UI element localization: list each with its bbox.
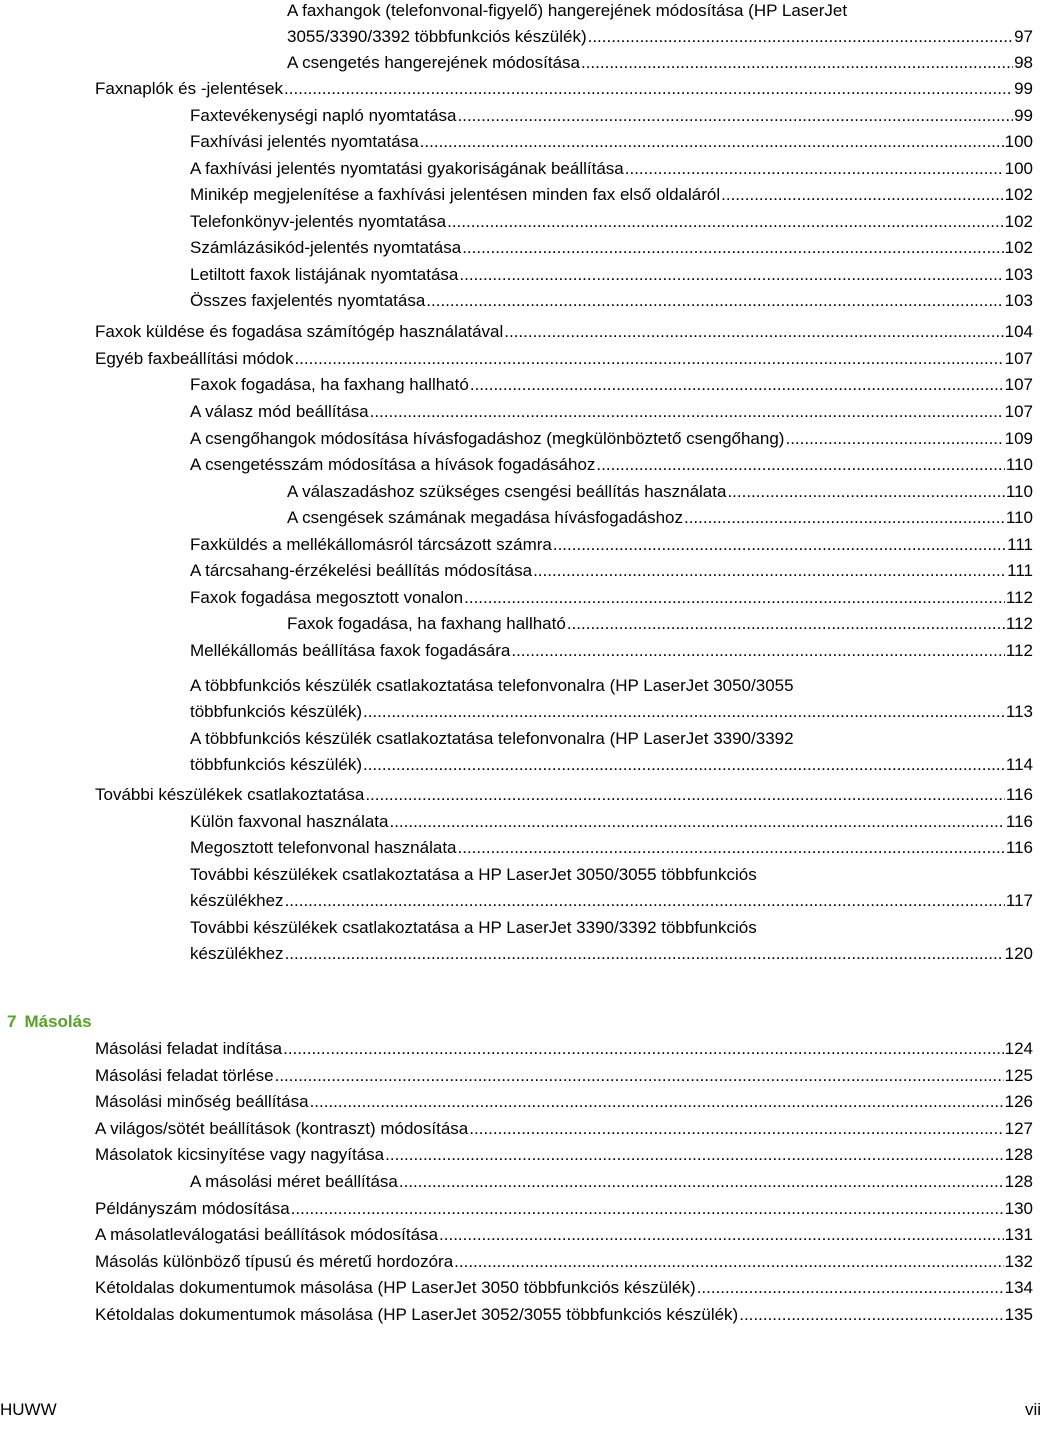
toc-entry[interactable] [190,862,1033,914]
toc-page-number: 100 [1004,132,1033,151]
leader-dots [385,1142,1003,1168]
toc-page-number: 103 [1004,291,1033,310]
toc-entry-title: Egyéb faxbeállítási módok [95,349,294,368]
toc-entry[interactable] [190,129,1033,155]
toc-entry[interactable] [190,372,1033,398]
toc-page-number: 134 [1004,1278,1033,1297]
leader-dots [370,399,1004,425]
toc-entry[interactable] [190,585,1033,611]
toc-entry-title: A faxhangok (telefonvonal-figyelő) hangerejének módosítása (HP LaserJet [287,1,848,20]
toc-page-number: 116 [1005,785,1033,804]
toc-entry[interactable] [95,1249,1033,1275]
toc-page-number: 125 [1004,1066,1033,1085]
toc-entry[interactable] [95,319,1033,345]
toc-entry[interactable] [190,182,1033,208]
leader-dots [291,1196,1004,1222]
toc-entry[interactable] [287,479,1033,505]
toc-entry[interactable] [287,50,1033,76]
toc-entry-title: Megosztott telefonvonal használata [190,838,457,857]
leader-dots [285,888,1005,914]
toc-page-number: 107 [1004,349,1033,368]
leader-dots [553,532,1006,558]
toc-entry-title: A válasz mód beállítása [190,402,369,421]
leader-dots [462,235,1003,261]
toc-entry-title: Másolási feladat indítása [95,1039,283,1058]
toc-entry-title: Faxtevékenységi napló nyomtatása [190,106,457,125]
toc-page-number: 104 [1004,322,1033,341]
toc-entry-title: Kétoldalas dokumentumok másolása (HP LaserJet 3050 többfunkciós készülék) [95,1278,696,1297]
leader-dots [684,505,1005,531]
toc-entry[interactable] [190,452,1033,478]
toc-entry-title: A többfunkciós készülék csatlakoztatása telefonvonalra (HP LaserJet 3050/3055 [190,676,794,695]
toc-entry[interactable] [95,1222,1033,1248]
toc-entry[interactable] [95,1116,1033,1142]
leader-dots [458,103,1014,129]
toc-page-number: 113 [1005,702,1033,721]
toc-entry-title: További készülékek csatlakoztatása a HP LaserJet 3050/3055 többfunkciós [190,865,757,884]
toc-entry-title: Másolatok kicsinyítése vagy nagyítása [95,1145,385,1164]
toc-entry-title: A faxhívási jelentés nyomtatási gyakoriságának beállítása [190,159,624,178]
toc-entry-title: Faxhívási jelentés nyomtatása [190,132,419,151]
leader-dots [504,319,1003,345]
toc-entry-title: További készülékek csatlakoztatása a HP LaserJet 3390/3392 többfunkciós [190,918,757,937]
toc-entry[interactable] [190,103,1033,129]
toc-entry[interactable] [190,638,1033,664]
toc-entry[interactable] [95,1036,1033,1062]
leader-dots [284,76,1013,102]
toc-entry-title: Másolási minőség beállítása [95,1092,309,1111]
toc-entry[interactable] [190,558,1033,584]
toc-entry-title: 3055/3390/3392 többfunkciós készülék) [287,27,587,46]
toc-entry[interactable] [190,426,1033,452]
toc-page-number: 107 [1004,375,1033,394]
footer-page-number: vii [1024,1400,1041,1419]
toc-entry-title: készülékhez [190,944,284,963]
toc-page-number: 100 [1004,159,1033,178]
toc-entry[interactable] [95,1196,1033,1222]
leader-dots [389,809,1004,835]
toc-page-number: 127 [1004,1119,1033,1138]
toc-entry[interactable] [190,1169,1033,1195]
toc-page-number: 112 [1005,614,1033,633]
toc-entry[interactable] [95,76,1033,102]
toc-page-number: 112 [1005,588,1033,607]
leader-dots [739,1302,1003,1328]
leader-dots [464,585,1005,611]
toc-entry-title: Faxok fogadása, ha faxhang hallható [190,375,469,394]
leader-dots [426,288,1003,314]
toc-entry[interactable] [190,809,1033,835]
toc-entry-title: Külön faxvonal használata [190,812,389,831]
toc-entry[interactable] [287,0,1033,50]
toc-entry-title: Másolási feladat törlése [95,1066,274,1085]
toc-entry[interactable] [190,915,1033,967]
leader-dots [310,1089,1004,1115]
toc-entry[interactable] [190,262,1033,288]
toc-entry[interactable] [95,1089,1033,1115]
toc-entry-title: Faxnaplók és -jelentések [95,79,284,98]
toc-page-number: 131 [1004,1225,1033,1244]
toc-entry[interactable] [190,235,1033,261]
toc-entry-title: A másolási méret beállítása [190,1172,398,1191]
toc-entry-title: Példányszám módosítása [95,1199,290,1218]
leader-dots [458,835,1005,861]
toc-entry[interactable] [190,156,1033,182]
toc-entry[interactable] [190,399,1033,425]
toc-page-number: 102 [1004,238,1033,257]
toc-entry[interactable] [190,673,1033,725]
chapter-title: Másolás [24,1012,92,1031]
leader-dots [727,479,1004,505]
toc-entry-title: A másolatleválogatási beállítások módosítása [95,1225,439,1244]
leader-dots [721,182,1003,208]
leader-dots [454,1249,1003,1275]
toc-entry-title: Faxok fogadása, ha faxhang hallható [287,614,566,633]
toc-page-number: 116 [1005,812,1033,831]
leader-dots [294,346,1003,372]
toc-page-number: 120 [1004,944,1033,963]
leader-dots [596,452,1004,478]
leader-dots [363,699,1005,725]
toc-page-number: 102 [1004,185,1033,204]
toc-page-number: 128 [1004,1172,1033,1191]
toc-entry-title: A válaszadáshoz szükséges csengési beállítás használata [287,482,727,501]
toc-entry-title: Másolás különböző típusú és méretű hordozóra [95,1252,454,1271]
leader-dots [285,941,1004,967]
toc-page-number: 135 [1004,1305,1033,1324]
toc-entry[interactable] [95,782,1033,808]
leader-dots [511,638,1005,664]
toc-page-number: 110 [1005,508,1033,527]
toc-entry-title: További készülékek csatlakoztatása [95,785,365,804]
toc-entry-title: készülékhez [190,891,284,910]
leader-dots [283,1036,1004,1062]
leader-dots [469,1116,1003,1142]
toc-entry[interactable] [95,1063,1033,1089]
toc-page-number: 110 [1005,455,1033,474]
leader-dots [470,372,1004,398]
toc-entry-title: Faxok küldése és fogadása számítógép használatával [95,322,504,341]
toc-entry-title: többfunkciós készülék) [190,702,362,721]
toc-page-number: 97 [1014,27,1033,46]
toc-page-number: 109 [1004,429,1033,448]
toc-entry[interactable] [95,1275,1033,1301]
leader-dots [459,262,1003,288]
toc-page-number: 114 [1005,755,1033,774]
toc-entry-title: A többfunkciós készülék csatlakoztatása telefonvonalra (HP LaserJet 3390/3392 [190,729,794,748]
toc-page-number: 102 [1004,212,1033,231]
toc-page-number: 128 [1004,1145,1033,1164]
toc-entry-title: Számlázásikód-jelentés nyomtatása [190,238,462,257]
toc-page-number: 103 [1004,265,1033,284]
toc-entry[interactable] [287,611,1033,637]
leader-dots [420,129,1004,155]
leader-dots [697,1275,1004,1301]
leader-dots [567,611,1005,637]
toc-page-number: 111 [1007,535,1033,554]
toc-entry[interactable] [95,346,1033,372]
toc-entry-title: A csengetés hangerejének módosítása [287,53,580,72]
toc-entry[interactable] [190,532,1033,558]
toc-entry[interactable] [287,505,1033,531]
toc-entry-title: Faxküldés a mellékállomásról tárcsázott számra [190,535,552,554]
toc-page-number: 107 [1004,402,1033,421]
toc-page-number: 132 [1004,1252,1033,1271]
leader-dots [588,24,1013,50]
toc-page-number: 126 [1004,1092,1033,1111]
leader-dots [447,209,1004,235]
leader-dots [275,1063,1004,1089]
chapter-number: 7 [7,1012,17,1031]
leader-dots [625,156,1004,182]
toc-page-number: 116 [1005,838,1033,857]
toc-entry-title: Minikép megjelenítése a faxhívási jelentésen minden fax első oldaláról [190,185,721,204]
toc-page-number: 99 [1014,106,1033,125]
toc-page-number: 124 [1004,1039,1033,1058]
footer-label: HUWW [0,1400,57,1419]
toc-page-number: 112 [1005,641,1033,660]
leader-dots [785,426,1003,452]
toc-entry[interactable] [190,726,1033,778]
toc-page-number: 130 [1004,1199,1033,1218]
chapter-heading[interactable] [7,1009,92,1035]
leader-dots [399,1169,1004,1195]
toc-entry-title: A világos/sötét beállítások (kontraszt) módosítása [95,1119,469,1138]
toc-entry-title: Letiltott faxok listájának nyomtatása [190,265,459,284]
leader-dots [581,50,1013,76]
toc-page-number: 117 [1005,891,1033,910]
toc-entry-title: Mellékállomás beállítása faxok fogadására [190,641,511,660]
toc-entry[interactable] [95,1142,1033,1168]
toc-entry-title: Faxok fogadása megosztott vonalon [190,588,464,607]
leader-dots [363,752,1005,778]
toc-page-number: 98 [1014,53,1033,72]
toc-page-number: 111 [1007,561,1033,580]
toc-page-number: 110 [1005,482,1033,501]
toc-entry[interactable] [190,288,1033,314]
toc-entry-title: A csengőhangok módosítása hívásfogadáshoz (megkülönböztető csengőhang) [190,429,785,448]
toc-entry-title: A csengések számának megadása hívásfogadáshoz [287,508,683,527]
toc-entry-title: A tárcsahang-érzékelési beállítás módosítása [190,561,533,580]
leader-dots [365,782,1005,808]
toc-entry-title: Összes faxjelentés nyomtatása [190,291,426,310]
toc-entry-title: Telefonkönyv-jelentés nyomtatása [190,212,447,231]
leader-dots [439,1222,1004,1248]
toc-entry-title: A csengetésszám módosítása a hívások fogadásához [190,455,596,474]
toc-entry-title: többfunkciós készülék) [190,755,362,774]
toc-entry[interactable] [95,1302,1033,1328]
leader-dots [533,558,1006,584]
toc-entry[interactable] [190,835,1033,861]
toc-page-number: 99 [1014,79,1033,98]
toc-entry[interactable] [190,209,1033,235]
toc-entry-title: Kétoldalas dokumentumok másolása (HP LaserJet 3052/3055 többfunkciós készülék) [95,1305,739,1324]
